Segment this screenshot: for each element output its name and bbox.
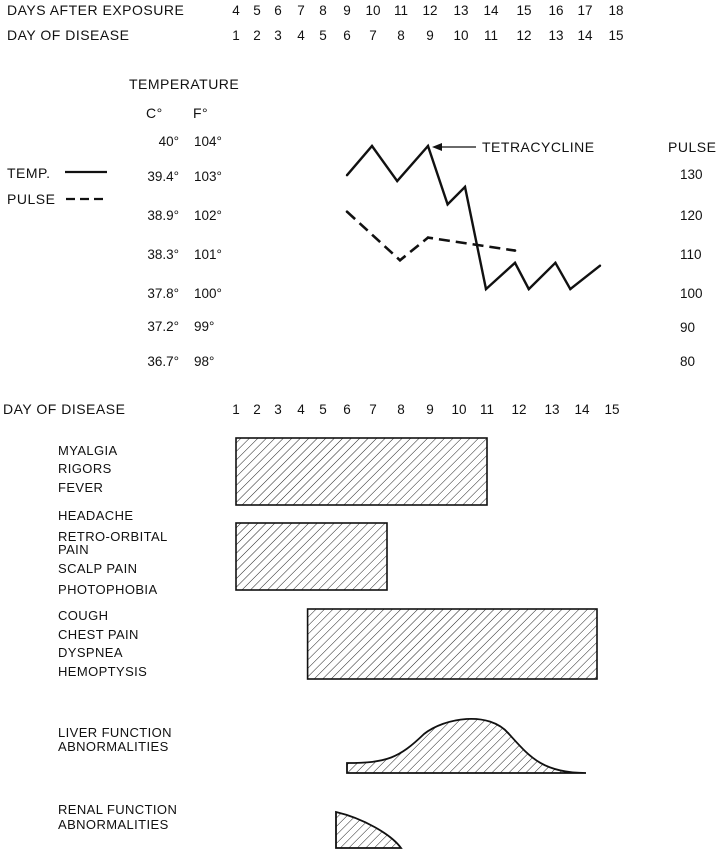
symptom-duration-bar bbox=[308, 609, 597, 679]
symptom-label: COUGH bbox=[58, 608, 109, 623]
timeline-tick: 11 bbox=[479, 402, 495, 417]
temperature-point bbox=[396, 180, 398, 182]
annotation-arrow-head bbox=[432, 143, 442, 151]
pulse-tick: 80 bbox=[680, 354, 696, 369]
symptom-label: RIGORS bbox=[58, 461, 112, 476]
annotation-label: TETRACYCLINE bbox=[482, 139, 595, 155]
temperature-title: TEMPERATURE bbox=[129, 76, 240, 92]
table-cell: 13 bbox=[548, 28, 564, 43]
fahrenheit-header: F° bbox=[193, 105, 209, 121]
temperature-line bbox=[347, 146, 600, 289]
table-cell: 12 bbox=[422, 3, 438, 18]
fahrenheit-tick: 98° bbox=[194, 354, 215, 369]
fahrenheit-tick: 100° bbox=[194, 286, 222, 301]
table-row-label: DAYS AFTER EXPOSURE bbox=[7, 2, 185, 18]
timeline-tick: 14 bbox=[574, 402, 590, 417]
table-cell: 7 bbox=[369, 28, 377, 43]
timeline-tick: 10 bbox=[451, 402, 467, 417]
pulse-point bbox=[427, 236, 430, 239]
symptom-label: MYALGIA bbox=[58, 443, 118, 458]
symptom-label: HEMOPTYSIS bbox=[58, 664, 148, 679]
fahrenheit-tick: 99° bbox=[194, 319, 215, 334]
celsius-tick: 38.9° bbox=[147, 208, 179, 223]
table-cell: 7 bbox=[297, 3, 305, 18]
symptom-label: PHOTOPHOBIA bbox=[58, 582, 158, 597]
symptom-label: RETRO-ORBITAL bbox=[58, 529, 168, 544]
pulse-tick: 100 bbox=[680, 286, 703, 301]
pulse-axis-title: PULSE bbox=[668, 139, 717, 155]
table-cell: 6 bbox=[343, 28, 351, 43]
pulse-point bbox=[399, 259, 402, 262]
table-cell: 1 bbox=[232, 28, 240, 43]
table-row-label: DAY OF DISEASE bbox=[7, 27, 130, 43]
legend-pulse-label: PULSE bbox=[7, 191, 56, 207]
table-cell: 4 bbox=[297, 28, 305, 43]
pulse-tick: 120 bbox=[680, 208, 703, 223]
table-cell: 9 bbox=[426, 28, 434, 43]
timeline-tick: 12 bbox=[511, 402, 527, 417]
symptom-label: SCALP PAIN bbox=[58, 561, 138, 576]
temperature-point bbox=[446, 203, 448, 205]
symptom-label: CHEST PAIN bbox=[58, 627, 139, 642]
pulse-point bbox=[514, 249, 517, 252]
symptom-label: LIVER FUNCTION bbox=[58, 725, 172, 740]
symptom-timeline-chart bbox=[3, 401, 620, 848]
fahrenheit-tick: 101° bbox=[194, 247, 222, 262]
temperature-point bbox=[569, 288, 571, 290]
pulse-tick: 110 bbox=[680, 247, 702, 262]
timeline-tick: 7 bbox=[369, 402, 377, 417]
temperature-point bbox=[514, 262, 516, 264]
table-cell: 10 bbox=[365, 3, 381, 18]
liver-abnormality-curve bbox=[347, 719, 586, 773]
timeline-axis-label: DAY OF DISEASE bbox=[3, 401, 126, 417]
fahrenheit-tick: 102° bbox=[194, 208, 222, 223]
celsius-tick: 36.7° bbox=[147, 354, 179, 369]
celsius-tick: 37.8° bbox=[147, 286, 179, 301]
table-cell: 15 bbox=[608, 28, 624, 43]
celsius-header: C° bbox=[146, 105, 163, 121]
table-cell: 15 bbox=[516, 3, 532, 18]
table-cell: 3 bbox=[274, 28, 282, 43]
celsius-tick: 40° bbox=[158, 134, 179, 149]
pulse-point bbox=[346, 210, 349, 213]
table-cell: 5 bbox=[319, 28, 327, 43]
timeline-tick: 2 bbox=[253, 402, 261, 417]
temperature-point bbox=[427, 145, 429, 147]
timeline-tick: 3 bbox=[274, 402, 282, 417]
symptom-duration-bar bbox=[236, 523, 387, 590]
table-cell: 4 bbox=[232, 3, 240, 18]
table-cell: 11 bbox=[483, 28, 499, 43]
temperature-point bbox=[371, 145, 373, 147]
fahrenheit-tick: 103° bbox=[194, 169, 222, 184]
exposure-table bbox=[7, 2, 624, 43]
pulse-tick: 130 bbox=[680, 167, 703, 182]
table-cell: 2 bbox=[253, 28, 261, 43]
legend-temp-label: TEMP. bbox=[7, 165, 51, 181]
symptom-duration-bar bbox=[236, 438, 487, 505]
table-cell: 10 bbox=[453, 28, 469, 43]
timeline-tick: 1 bbox=[232, 402, 240, 417]
symptom-label: ABNORMALITIES bbox=[58, 739, 169, 754]
renal-abnormality-curve bbox=[336, 812, 401, 848]
table-cell: 14 bbox=[483, 3, 499, 18]
temperature-point bbox=[485, 288, 487, 290]
temperature-point bbox=[528, 288, 530, 290]
temperature-point bbox=[346, 174, 348, 176]
temperature-point bbox=[464, 186, 466, 188]
timeline-tick: 9 bbox=[426, 402, 434, 417]
pulse-tick: 90 bbox=[680, 320, 696, 335]
table-cell: 8 bbox=[319, 3, 327, 18]
timeline-tick: 8 bbox=[397, 402, 405, 417]
table-cell: 6 bbox=[274, 3, 282, 18]
temperature-pulse-chart bbox=[7, 76, 716, 369]
table-cell: 13 bbox=[453, 3, 469, 18]
temperature-point bbox=[599, 265, 601, 267]
symptom-label: FEVER bbox=[58, 480, 104, 495]
table-cell: 5 bbox=[253, 3, 261, 18]
timeline-tick: 4 bbox=[297, 402, 305, 417]
table-cell: 9 bbox=[343, 3, 351, 18]
symptom-label: ABNORMALITIES bbox=[58, 817, 169, 832]
symptom-label: PAIN bbox=[58, 542, 89, 557]
fahrenheit-tick: 104° bbox=[194, 134, 222, 149]
timeline-tick: 6 bbox=[343, 402, 351, 417]
celsius-tick: 39.4° bbox=[147, 169, 179, 184]
celsius-tick: 37.2° bbox=[147, 319, 179, 334]
table-cell: 16 bbox=[548, 3, 564, 18]
pulse-line bbox=[347, 212, 515, 261]
symptom-label: RENAL FUNCTION bbox=[58, 802, 178, 817]
temperature-point bbox=[554, 262, 556, 264]
timeline-tick: 15 bbox=[604, 402, 620, 417]
symptom-label: DYSPNEA bbox=[58, 645, 123, 660]
timeline-tick: 5 bbox=[319, 402, 327, 417]
symptom-label: HEADACHE bbox=[58, 508, 134, 523]
table-cell: 14 bbox=[577, 28, 593, 43]
table-cell: 12 bbox=[516, 28, 532, 43]
celsius-tick: 38.3° bbox=[147, 247, 179, 262]
table-cell: 11 bbox=[393, 3, 409, 18]
table-cell: 8 bbox=[397, 28, 405, 43]
table-cell: 17 bbox=[577, 3, 593, 18]
table-cell: 18 bbox=[608, 3, 624, 18]
timeline-tick: 13 bbox=[544, 402, 560, 417]
